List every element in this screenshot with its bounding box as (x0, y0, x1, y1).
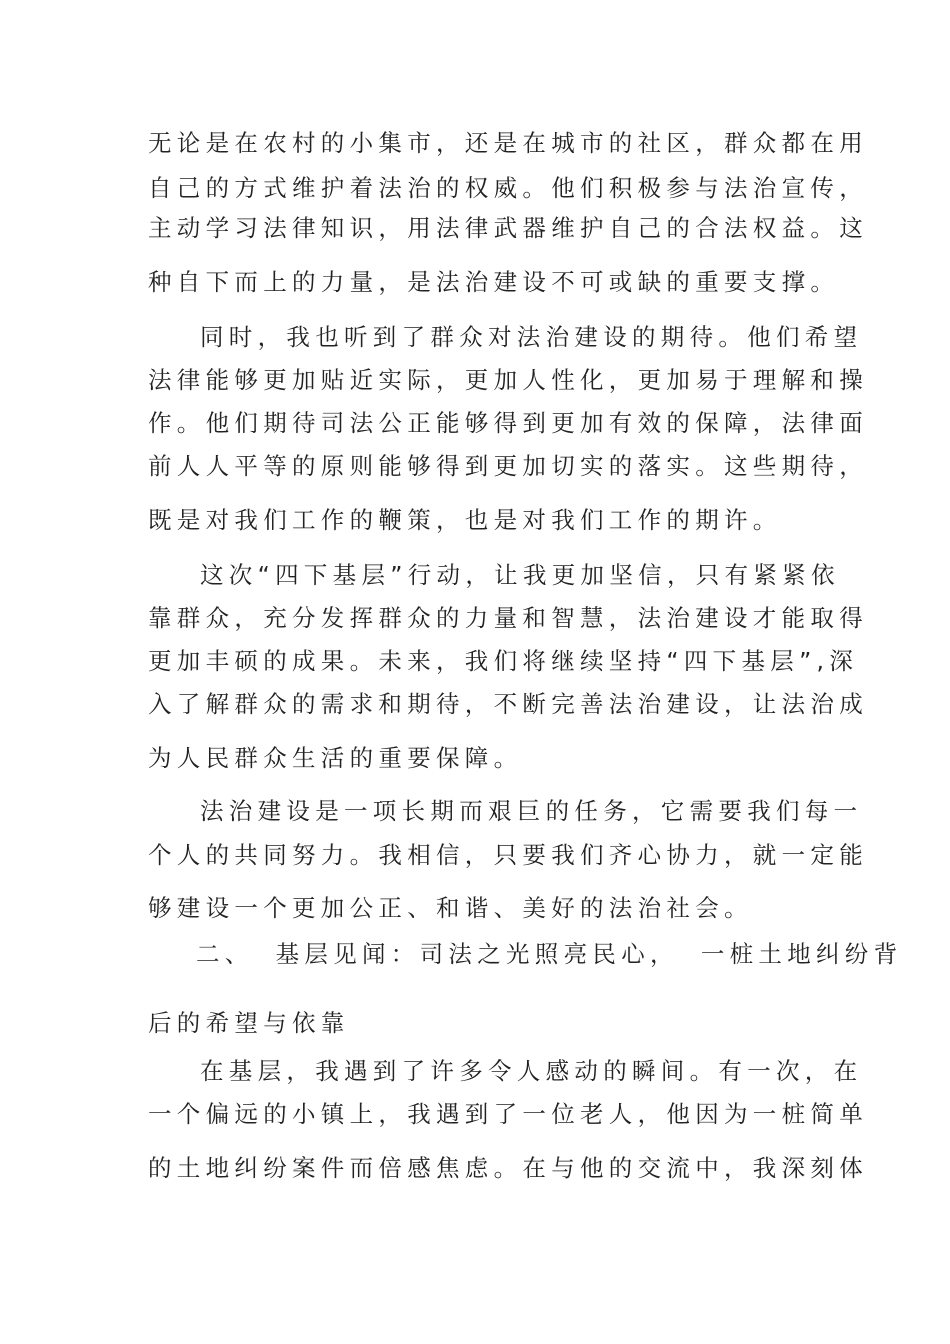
paragraph-line: 为人民群众生活的重要保障。 (148, 744, 523, 772)
paragraph-line: 作。他们期待司法公正能够得到更加有效的保障，法律面 (148, 409, 868, 437)
paragraph-line: 自己的方式维护着法治的权威。他们积极参与法治宣传， (148, 174, 868, 202)
paragraph-line: 够建设一个更加公正、和谐、美好的法治社会。 (148, 894, 753, 922)
paragraph-line: 在基层，我遇到了许多令人感动的瞬间。有一次，在 (200, 1057, 863, 1085)
paragraph-line: 一个偏远的小镇上，我遇到了一位老人，他因为一桩简单 (148, 1100, 868, 1128)
paragraph-line: 无论是在农村的小集市，还是在城市的社区，群众都在用 (148, 129, 868, 157)
heading-title: 基层见闻：司法之光照亮民心， (275, 940, 679, 968)
paragraph-line: 的土地纠纷案件而倍感焦虑。在与他的交流中，我深刻体 (148, 1154, 868, 1182)
paragraph-line: 个人的共同努力。我相信，只要我们齐心协力，就一定能 (148, 841, 868, 869)
paragraph-line: 法治建设是一项长期而艰巨的任务，它需要我们每一 (200, 797, 863, 825)
paragraph-line: 种自下而上的力量，是法治建设不可或缺的重要支撑。 (148, 268, 840, 296)
heading-subtitle: 一桩土地纠纷背 (700, 940, 903, 968)
paragraph-line: 前人人平等的原则能够得到更加切实的落实。这些期待， (148, 452, 868, 480)
paragraph-line: 法律能够更加贴近实际，更加人性化，更加易于理解和操 (148, 366, 868, 394)
paragraph-line: 靠群众，充分发挥群众的力量和智慧，法治建设才能取得 (148, 604, 868, 632)
paragraph-line: 既是对我们工作的鞭策，也是对我们工作的期许。 (148, 506, 782, 534)
paragraph-line: 入了解群众的需求和期待，不断完善法治建设，让法治成 (148, 690, 868, 718)
heading-continuation: 后的希望与依靠 (148, 1009, 350, 1037)
paragraph-line: 这次“四下基层”行动，让我更加坚信，只有紧紧依 (200, 561, 840, 589)
heading-number: 二、 (196, 940, 254, 968)
paragraph-line: 主动学习法律知识，用法律武器维护自己的合法权益。这 (148, 214, 868, 242)
paragraph-line: 同时，我也听到了群众对法治建设的期待。他们希望 (200, 323, 863, 351)
section-heading (196, 939, 903, 969)
paragraph-line: 更加丰硕的成果。未来，我们将继续坚持“四下基层”,深 (148, 647, 859, 675)
